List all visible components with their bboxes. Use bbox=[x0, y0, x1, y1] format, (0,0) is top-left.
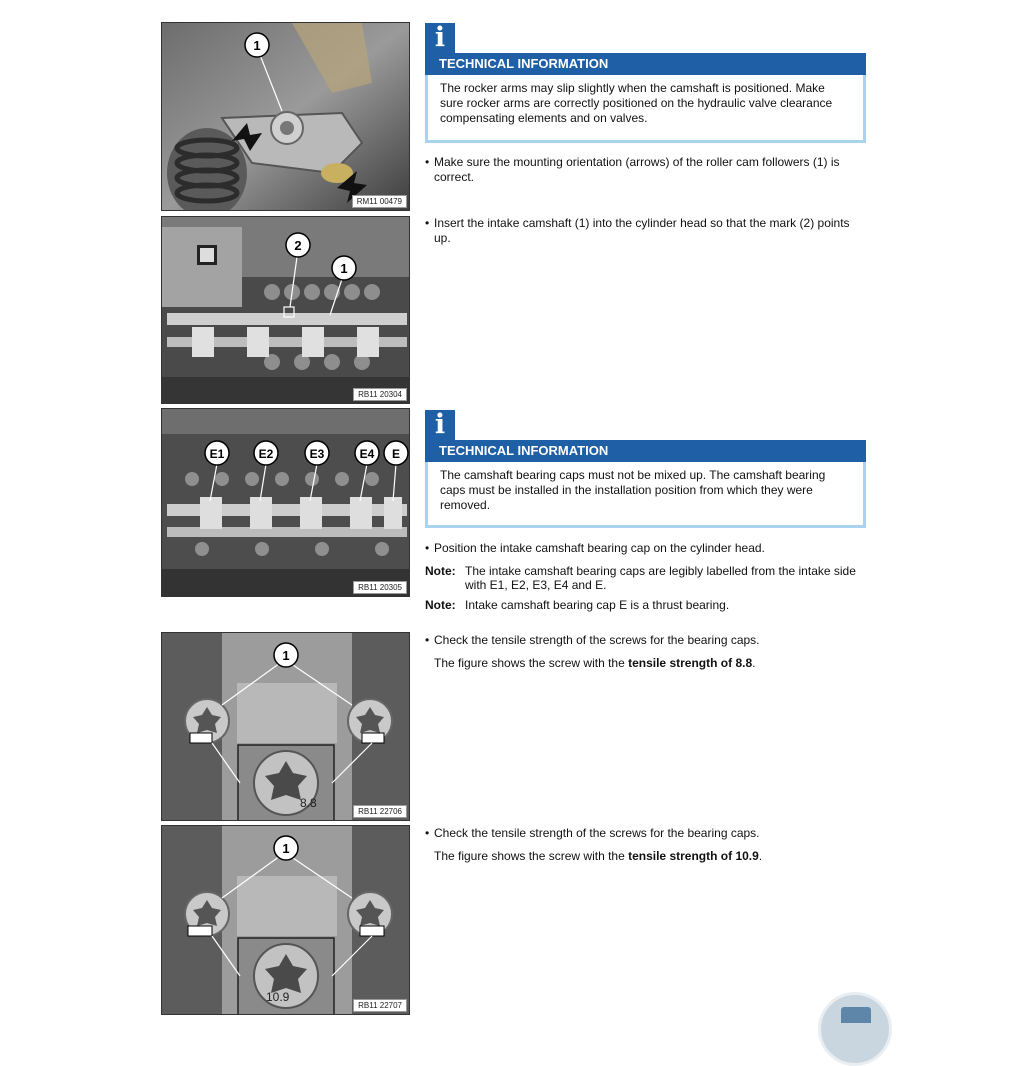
callout-label: 1 bbox=[340, 261, 348, 276]
figure-note-suffix: . bbox=[752, 656, 756, 670]
photo-caption: RB11 20305 bbox=[353, 581, 407, 594]
callout-label: 2 bbox=[294, 238, 302, 253]
photo-caption: RB11 20304 bbox=[353, 388, 407, 401]
figure-note-bold: tensile strength of 8.8 bbox=[628, 656, 753, 670]
screw-marking: 8.8 bbox=[300, 796, 317, 810]
figure-note-prefix: The figure shows the screw with the bbox=[434, 849, 629, 863]
photo-caption: RB11 22706 bbox=[353, 805, 407, 818]
note-text: Intake camshaft bearing cap E is a thrust bearing. bbox=[465, 598, 730, 612]
callout-label: E bbox=[391, 447, 401, 461]
figure-note bbox=[434, 849, 762, 864]
info-box-body: The rocker arms may slip slightly when the camshaft is positioned. Make sure rocker arms are correctly positioned on the hydraulic valve clearance compensating elements and on valves. bbox=[425, 75, 866, 143]
technical-info-box bbox=[425, 23, 866, 143]
technical-info-box bbox=[425, 410, 866, 528]
bullet-point: • bbox=[425, 216, 430, 230]
bullet-point: • bbox=[425, 633, 430, 647]
photo-caption: RM11 00479 bbox=[352, 195, 407, 208]
photo-bearing-caps bbox=[161, 408, 410, 597]
step-text: Check the tensile strength of the screws for the bearing caps. bbox=[434, 826, 760, 840]
callout-label: E1 bbox=[209, 447, 225, 461]
photo-rocker-arm bbox=[161, 22, 410, 211]
info-box-title: TECHNICAL INFORMATION bbox=[425, 440, 866, 462]
figure-note bbox=[434, 656, 755, 671]
step-text: Position the intake camshaft bearing cap on the cylinder head. bbox=[434, 541, 765, 555]
note-text: The intake camshaft bearing caps are legibly labelled from the intake side with E1, E2, E3, E4 and E. bbox=[465, 564, 856, 592]
bullet-point: • bbox=[425, 541, 430, 555]
scroll-top-icon[interactable] bbox=[818, 992, 892, 1066]
info-box-title: TECHNICAL INFORMATION bbox=[425, 53, 866, 75]
callout-label: 1 bbox=[282, 841, 290, 856]
figure-note-bold: tensile strength of 10.9 bbox=[628, 849, 759, 863]
info-icon: i bbox=[425, 23, 455, 53]
book-icon bbox=[841, 1007, 871, 1023]
step-text: Check the tensile strength of the screws for the bearing caps. bbox=[434, 633, 760, 647]
photo-intake-camshaft bbox=[161, 216, 410, 404]
photo-caption: RB11 22707 bbox=[353, 999, 407, 1012]
photo-screw-8-8 bbox=[161, 632, 410, 821]
callout-label: 1 bbox=[282, 648, 290, 663]
figure-note-suffix: . bbox=[758, 849, 763, 863]
bullet-point: • bbox=[425, 155, 430, 169]
bullet-point: • bbox=[425, 826, 430, 840]
callout-label: E3 bbox=[309, 447, 325, 461]
info-icon: i bbox=[425, 410, 455, 440]
callout-label: 1 bbox=[253, 38, 261, 53]
photo-screw-10-9 bbox=[161, 825, 410, 1015]
screw-marking: 10.9 bbox=[266, 990, 290, 1004]
callout-label: E4 bbox=[359, 447, 375, 461]
note-label: Note: bbox=[425, 564, 456, 578]
step-text: Insert the intake camshaft (1) into the cylinder head so that the mark (2) points up. bbox=[434, 216, 850, 245]
note-label: Note: bbox=[425, 598, 456, 612]
figure-note-prefix: The figure shows the screw with the bbox=[434, 656, 629, 670]
callout-label: E2 bbox=[258, 447, 274, 461]
step-text: Make sure the mounting orientation (arrows) of the roller cam followers (1) is correct. bbox=[434, 155, 840, 184]
info-box-body: The camshaft bearing caps must not be mixed up. The camshaft bearing caps must be installed in the installation position from which they were removed. bbox=[425, 462, 866, 528]
